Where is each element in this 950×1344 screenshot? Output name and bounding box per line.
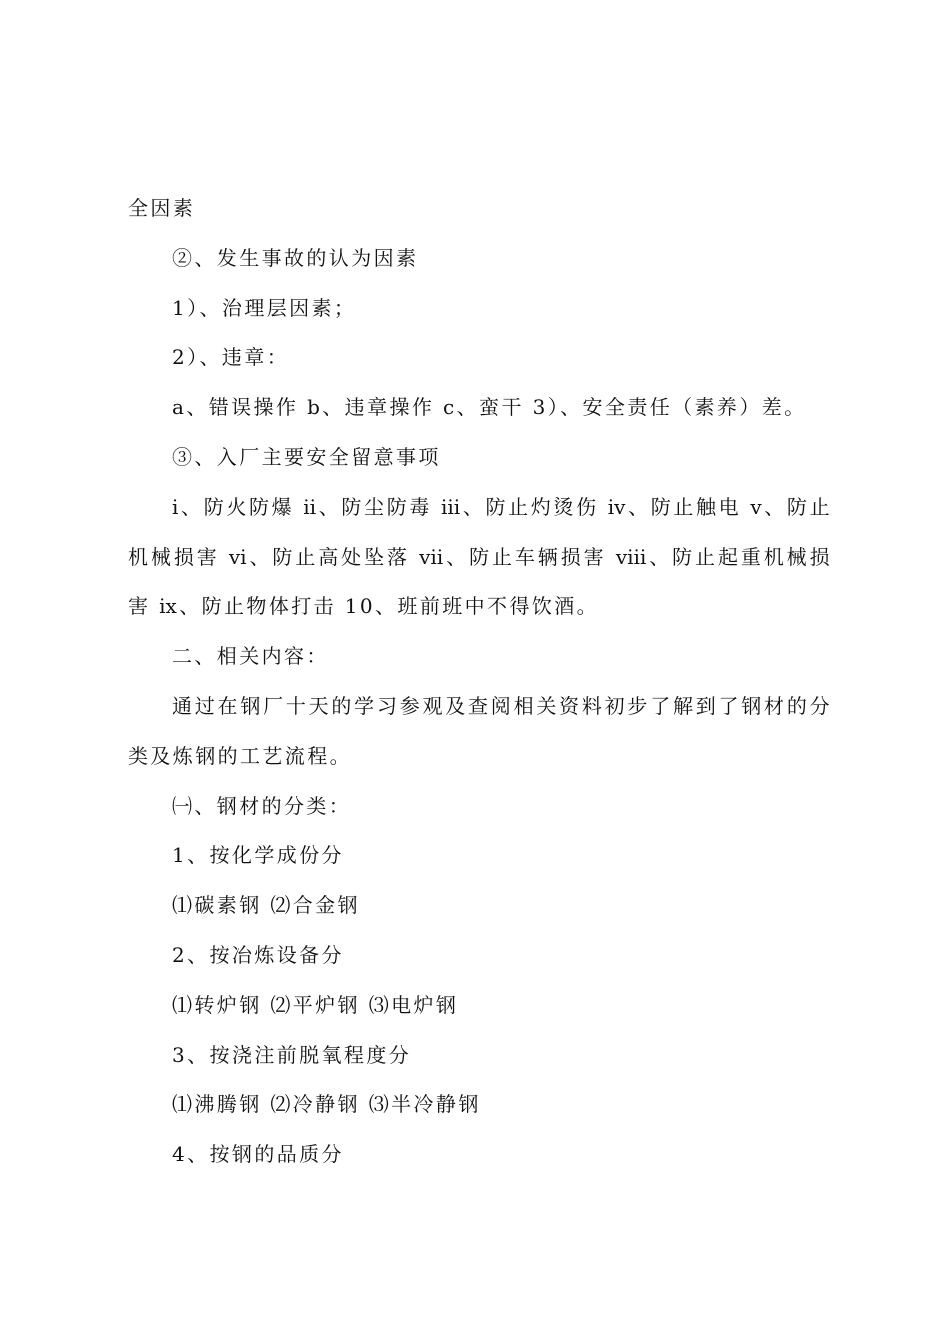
paragraph-6: ③、入厂主要安全留意事项 bbox=[172, 444, 441, 469]
paragraph-1: 全因素 bbox=[128, 196, 196, 220]
paragraph-9: 通过在钢厂十天的学习参观及查阅相关资料初步了解到了钢材的分类及炼钢的工艺流程。 bbox=[128, 693, 832, 768]
paragraph-2: ②、发生事故的认为因素 bbox=[172, 245, 419, 270]
paragraph-3: 1）、治理层因素； bbox=[172, 295, 357, 320]
paragraph-10: ㈠、钢材的分类： bbox=[172, 793, 352, 818]
paragraph-4: 2）、违章： bbox=[172, 345, 290, 370]
paragraph-13: 2、按冶炼设备分 bbox=[172, 942, 344, 967]
paragraph-7: ⅰ、防火防爆 ⅱ、防尘防毒 ⅲ、防止灼烫伤 ⅳ、防止触电 ⅴ、防止机械损害 ⅵ、防止高处坠落 ⅶ、防止车辆损害 ⅷ、防止起重机械损害 ⅸ、防止物体打击 10、班前班中不得饮酒。 bbox=[128, 494, 832, 619]
paragraph-5: a、错误操作 b、违章操作 c、蛮干 3）、安全责任（素养）差。 bbox=[172, 395, 807, 420]
paragraph-12: ⑴碳素钢 ⑵合金钢 bbox=[172, 893, 360, 918]
paragraph-17: 4、按钢的品质分 bbox=[172, 1142, 344, 1167]
paragraph-16: ⑴沸腾钢 ⑵冷静钢 ⑶半冷静钢 bbox=[172, 1092, 481, 1117]
paragraph-8: 二、相关内容： bbox=[172, 644, 329, 669]
document-body bbox=[128, 184, 832, 1180]
paragraph-11: 1、按化学成份分 bbox=[172, 843, 344, 868]
paragraph-14: ⑴转炉钢 ⑵平炉钢 ⑶电炉钢 bbox=[172, 992, 459, 1017]
paragraph-15: 3、按浇注前脱氧程度分 bbox=[172, 1042, 412, 1067]
